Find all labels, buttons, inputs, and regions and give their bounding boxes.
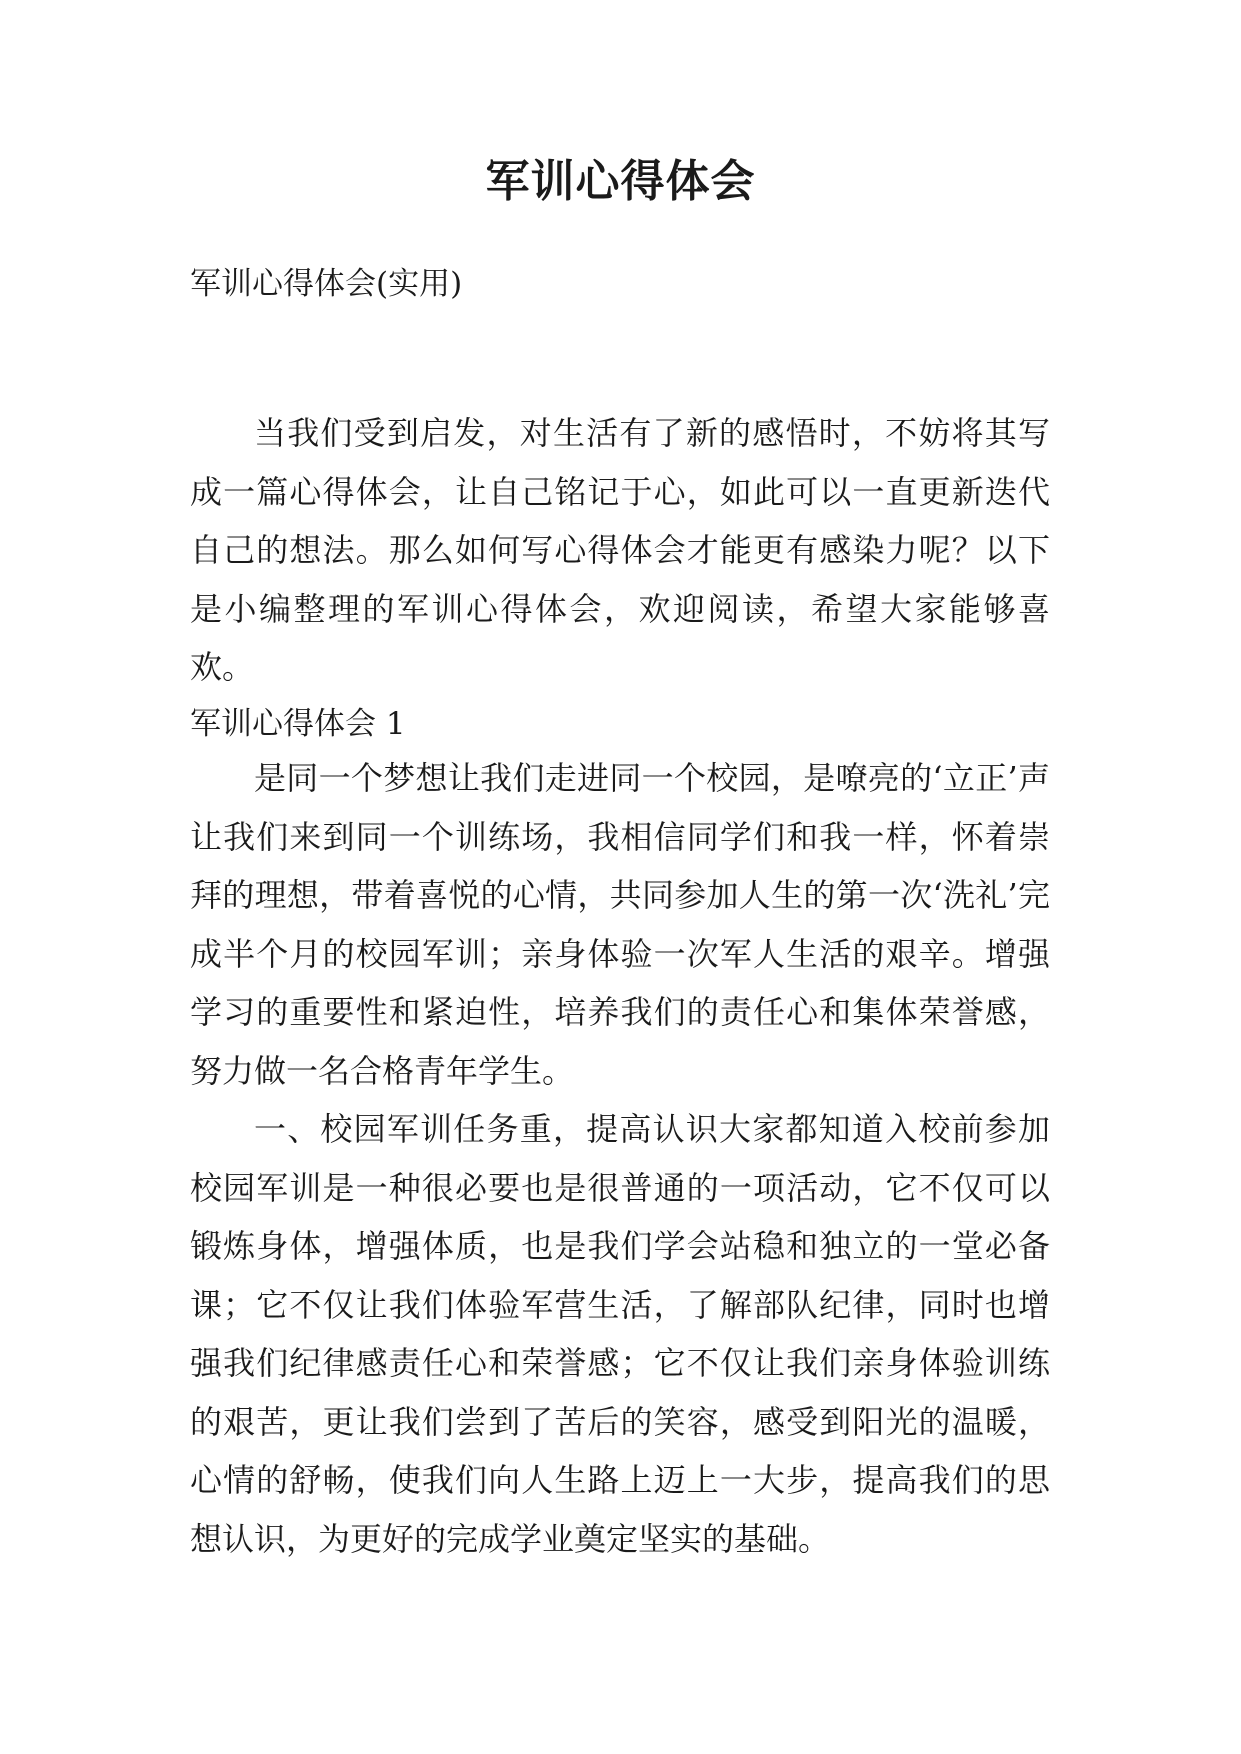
document-title: 军训心得体会 (485, 156, 756, 207)
intro-block (190, 404, 1050, 697)
section-heading: 军训心得体会 1 (190, 706, 406, 742)
section-paragraph-2: 一、校园军训任务重，提高认识大家都知道入校前参加校园军训是一种很必要也是很普通的一项活动，它不仅可以锻炼身体，增强体质，也是我们学会站稳和独立的一堂必备课；它不仅让我们体验军营生活，了解部队纪律，同时也增强我们纪律感责任心和荣誉感；它不仅让我们亲身体验训练的艰苦，更让我们尝到了苦后的笑容，感受到阳光的温暖，心情的舒畅，使我们向人生路上迈上一大步，提高我们的思想认识，为更好的完成学业奠定坚实的基础。 (190, 1110, 1050, 1558)
intro-paragraph: 当我们受到启发，对生活有了新的感悟时，不妨将其写成一篇心得体会，让自己铭记于心，如此可以一直更新迭代自己的想法。那么如何写心得体会才能更有感染力呢？以下是小编整理的军训心得体会，欢迎阅读，希望大家能够喜欢。 (190, 414, 1050, 686)
document-subtitle: 军训心得体会(实用) (190, 266, 463, 302)
section-paragraph-1: 是同一个梦想让我们走进同一个校园，是嘹亮的‘立正’声让我们来到同一个训练场，我相信同学们和我一样，怀着崇拜的理想，带着喜悦的心情，共同参加人生的第一次‘洗礼’完成半个月的校园军训；亲身体验一次军人生活的艰辛。增强学习的重要性和紧迫性，培养我们的责任心和集体荣誉感，努力做一名合格青年学生。 (190, 759, 1050, 1090)
section-body (190, 749, 1050, 1568)
